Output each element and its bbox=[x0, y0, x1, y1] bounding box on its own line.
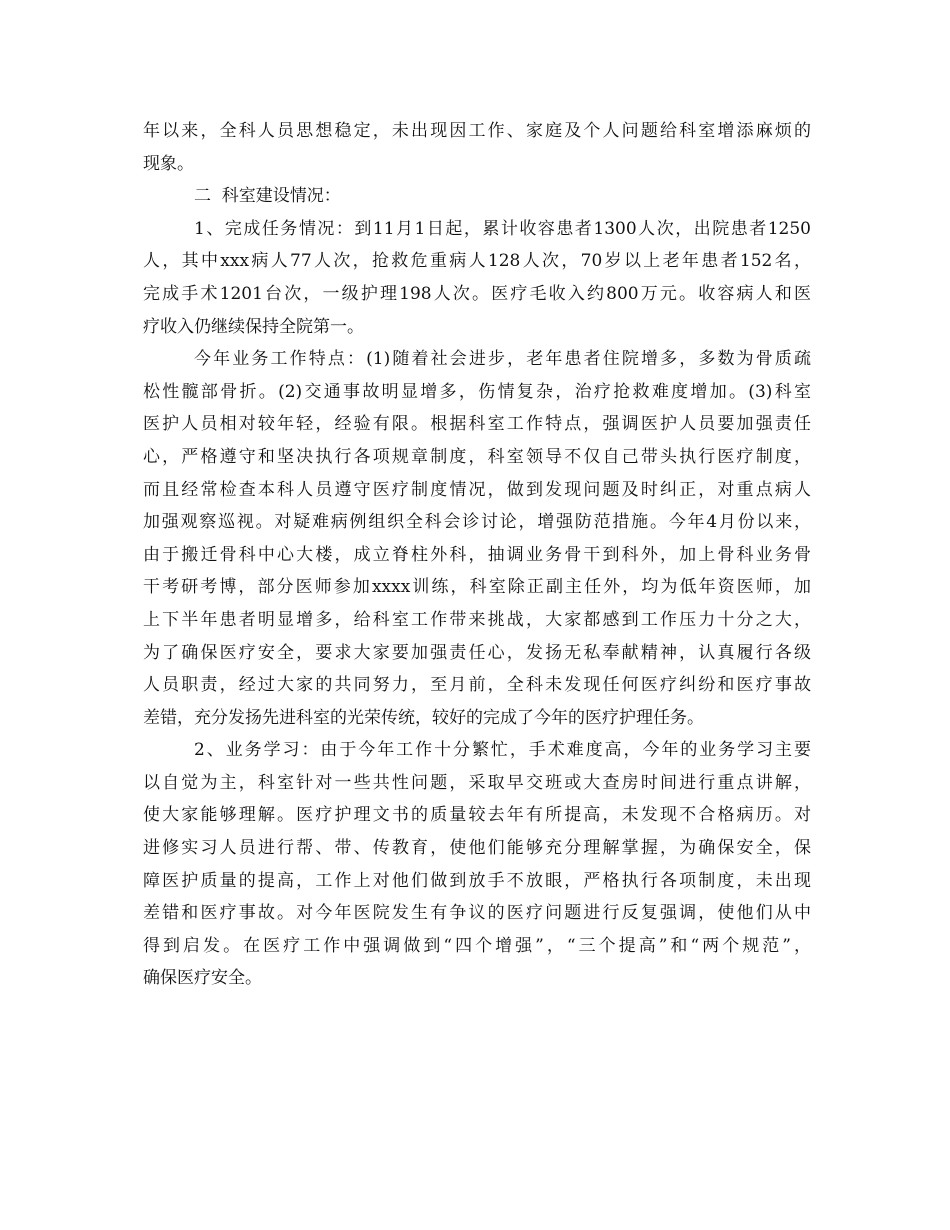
text-line: 人，其中xxx病人77人次，抢救危重病人128人次，70岁以上老年患者152名， bbox=[143, 251, 811, 272]
document-body bbox=[143, 115, 811, 995]
text-line: 年以来，全科人员思想稳定，未出现因工作、家庭及个人问题给科室增添麻烦的 bbox=[143, 121, 811, 141]
text-line: 差错和医疗事故。对今年医院发生有争议的医疗问题进行反复强调，使他们从中 bbox=[143, 903, 811, 924]
text-line: 2、业务学习：由于今年工作十分繁忙，手术难度高，今年的业务学习主要 bbox=[194, 740, 811, 761]
text-line: 确保医疗安全。 bbox=[143, 968, 262, 989]
text-line: 加强观察巡视。对疑难病例组织全科会诊讨论，增强防范措施。今年4月份以来， bbox=[143, 512, 811, 533]
text-line: 障医护质量的提高，工作上对他们做到放手不放眼，严格执行各项制度，未出现 bbox=[143, 870, 811, 891]
text-line: 差错，充分发扬先进科室的光荣传统，较好的完成了今年的医疗护理任务。 bbox=[143, 707, 704, 728]
text-line: 得到启发。在医疗工作中强调做到“四个增强”，“三个提高”和“两个规范”， bbox=[143, 935, 811, 956]
text-line: 医护人员相对较年轻，经验有限。根据科室工作特点，强调医护人员要加强责任 bbox=[143, 414, 811, 435]
text-line: 疗收入仍继续保持全院第一。 bbox=[143, 316, 364, 337]
text-line: 1、完成任务情况：到11月1日起，累计收容患者1300人次，出院患者1250 bbox=[194, 218, 811, 239]
text-line: 使大家能够理解。医疗护理文书的质量较去年有所提高，未发现不合格病历。对 bbox=[143, 805, 811, 826]
text-line: 现象。 bbox=[143, 153, 194, 174]
text-line: 今年业务工作特点：(1)随着社会进步，老年患者住院增多，多数为骨质疏 bbox=[194, 349, 811, 370]
section-heading: 二 科室建设情况： bbox=[194, 186, 341, 207]
text-line: 心，严格遵守和坚决执行各项规章制度，科室领导不仅自己带头执行医疗制度， bbox=[143, 446, 811, 467]
text-line: 由于搬迁骨科中心大楼，成立脊柱外科，抽调业务骨干到科外，加上骨科业务骨 bbox=[143, 544, 811, 565]
text-line: 进修实习人员进行帮、带、传教育，使他们能够充分理解掌握，为确保安全，保 bbox=[143, 838, 811, 859]
text-line: 为了确保医疗安全，要求大家要加强责任心，发扬无私奉献精神，认真履行各级 bbox=[143, 642, 811, 663]
text-line: 完成手术1201台次，一级护理198人次。医疗毛收入约800万元。收容病人和医 bbox=[143, 283, 811, 304]
text-line: 干考研考博，部分医师参加xxxx训练，科室除正副主任外，均为低年资医师，加 bbox=[143, 577, 811, 598]
text-line: 人员职责，经过大家的共同努力，至月前，全科未发现任何医疗纠纷和医疗事故 bbox=[143, 675, 811, 696]
text-line: 以自觉为主，科室针对一些共性问题，采取早交班或大查房时间进行重点讲解， bbox=[143, 772, 811, 793]
text-line: 上下半年患者明显增多，给科室工作带来挑战，大家都感到工作压力十分之大， bbox=[143, 609, 811, 630]
text-line: 松性髋部骨折。(2)交通事故明显增多，伤情复杂，治疗抢救难度增加。(3)科室 bbox=[143, 381, 811, 402]
text-line: 而且经常检查本科人员遵守医疗制度情况，做到发现问题及时纠正，对重点病人 bbox=[143, 479, 811, 500]
